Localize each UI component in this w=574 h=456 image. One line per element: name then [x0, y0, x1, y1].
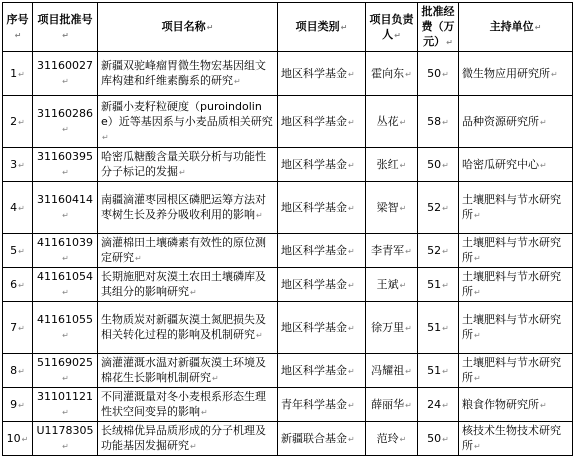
cell-unit: 粮食作物研究所↵ [459, 388, 573, 422]
cell-unit: 品种资源研究所↵ [459, 96, 573, 148]
table-row [3, 268, 573, 302]
header-name: 项目名称↵ [98, 3, 278, 52]
cell-project-no: 31160414↵ [33, 182, 98, 234]
cell-funding: 50↵ [418, 52, 459, 96]
cell-unit: 哈密瓜研究中心↵ [459, 148, 573, 182]
header-project-no: 项目批准号↵ [33, 3, 98, 52]
cell-name: 不同灌溉量对冬小麦根系形态生理性状空间变异的影响↵ [98, 388, 278, 422]
cell-project-no: 51169025↵ [33, 354, 98, 388]
table-row [3, 354, 573, 388]
cell-no: 3↵ [3, 148, 33, 182]
cell-project-no: 41161054↵ [33, 268, 98, 302]
cell-leader: 霍向东↵ [366, 52, 418, 96]
cell-project-no: 31160286↵ [33, 96, 98, 148]
cell-funding: 58↵ [418, 96, 459, 148]
cell-funding: 51↵ [418, 302, 459, 354]
cell-no: 1↵ [3, 52, 33, 96]
cell-category: 地区科学基金↵ [278, 96, 366, 148]
cell-category: 地区科学基金↵ [278, 302, 366, 354]
table-row [3, 388, 573, 422]
cell-leader: 冯耀祖↵ [366, 354, 418, 388]
cell-no: 9↵ [3, 388, 33, 422]
cell-unit: 土壤肥料与节水研究所↵ [459, 302, 573, 354]
cell-funding: 51↵ [418, 354, 459, 388]
header-no: 序号↵ [3, 3, 33, 52]
cell-category: 地区科学基金↵ [278, 234, 366, 268]
table-row [3, 422, 573, 456]
cell-no: 6↵ [3, 268, 33, 302]
cell-leader: 李青军↵ [366, 234, 418, 268]
cell-leader: 张红↵ [366, 148, 418, 182]
cell-funding: 24↵ [418, 388, 459, 422]
cell-funding: 50↵ [418, 148, 459, 182]
table-row [3, 302, 573, 354]
cell-project-no: 41161055↵ [33, 302, 98, 354]
cell-category: 地区科学基金↵ [278, 182, 366, 234]
table-row [3, 234, 573, 268]
cell-funding: 52↵ [418, 182, 459, 234]
cell-unit: 土壤肥料与节水研究所↵ [459, 234, 573, 268]
cell-funding: 50↵ [418, 422, 459, 456]
table-row [3, 52, 573, 96]
cell-name: 滴灌棉田土壤磷素有效性的原位测定研究↵ [98, 234, 278, 268]
cell-category: 地区科学基金↵ [278, 52, 366, 96]
cell-no: 8↵ [3, 354, 33, 388]
cell-project-no: 41161039↵ [33, 234, 98, 268]
cell-project-no: 31101121↵ [33, 388, 98, 422]
cell-funding: 51↵ [418, 268, 459, 302]
cell-category: 新疆联合基金↵ [278, 422, 366, 456]
cell-name: 南疆滴灌枣园根区磷肥运筹方法对枣树生长及养分吸收利用的影响↵ [98, 182, 278, 234]
cell-leader: 王斌↵ [366, 268, 418, 302]
cell-unit: 土壤肥料与节水研究所↵ [459, 354, 573, 388]
header-unit: 主持单位↵ [459, 3, 573, 52]
table-row [3, 96, 573, 148]
header-row [3, 3, 573, 52]
cell-no: 2↵ [3, 96, 33, 148]
cell-leader: 丛花↵ [366, 96, 418, 148]
cell-name: 新疆小麦籽粒硬度（puroindoline）近等基因系与小麦品质相关研究↵ [98, 96, 278, 148]
cell-category: 青年科学基金↵ [278, 388, 366, 422]
cell-name: 长期施肥对灰漠土农田土壤磷库及其组分的影响研究↵ [98, 268, 278, 302]
cell-name: 哈密瓜糖酸含量关联分析与功能性分子标记的发掘↵ [98, 148, 278, 182]
header-category: 项目类别↵ [278, 3, 366, 52]
funding-table-container [2, 2, 573, 456]
cell-leader: 范玲↵ [366, 422, 418, 456]
cell-name: 新疆双驼峰瘤胃微生物宏基因组文库构建和纤维素酶系的研究↵ [98, 52, 278, 96]
cell-unit: 土壤肥料与节水研究所↵ [459, 182, 573, 234]
cell-no: 4↵ [3, 182, 33, 234]
cell-no: 7↵ [3, 302, 33, 354]
cell-unit: 微生物应用研究所↵ [459, 52, 573, 96]
cell-leader: 徐万里↵ [366, 302, 418, 354]
cell-category: 地区科学基金↵ [278, 148, 366, 182]
cell-leader: 梁智↵ [366, 182, 418, 234]
project-funding-table [2, 2, 573, 456]
cell-unit: 核技术生物技术研究所↵ [459, 422, 573, 456]
cell-project-no: 31160027↵ [33, 52, 98, 96]
table-row [3, 182, 573, 234]
cell-leader: 薛丽华↵ [366, 388, 418, 422]
cell-category: 地区科学基金↵ [278, 268, 366, 302]
table-row [3, 148, 573, 182]
cell-project-no: U1178305↵ [33, 422, 98, 456]
cell-project-no: 31160395↵ [33, 148, 98, 182]
cell-category: 地区科学基金↵ [278, 354, 366, 388]
cell-no: 5↵ [3, 234, 33, 268]
cell-name: 滴灌灌溉水温对新疆灰漠土环境及棉花生长影响机制研究↵ [98, 354, 278, 388]
cell-no: 10↵ [3, 422, 33, 456]
cell-unit: 土壤肥料与节水研究所↵ [459, 268, 573, 302]
header-leader: 项目负责人↵ [366, 3, 418, 52]
cell-funding: 52↵ [418, 234, 459, 268]
cell-name: 长绒棉优异品质形成的分子机理及功能基因发掘研究↵ [98, 422, 278, 456]
header-funding: 批准经费（万元）↵ [418, 3, 459, 52]
cell-name: 生物质炭对新疆灰漠土氮肥损失及相关转化过程的影响及机制研究↵ [98, 302, 278, 354]
